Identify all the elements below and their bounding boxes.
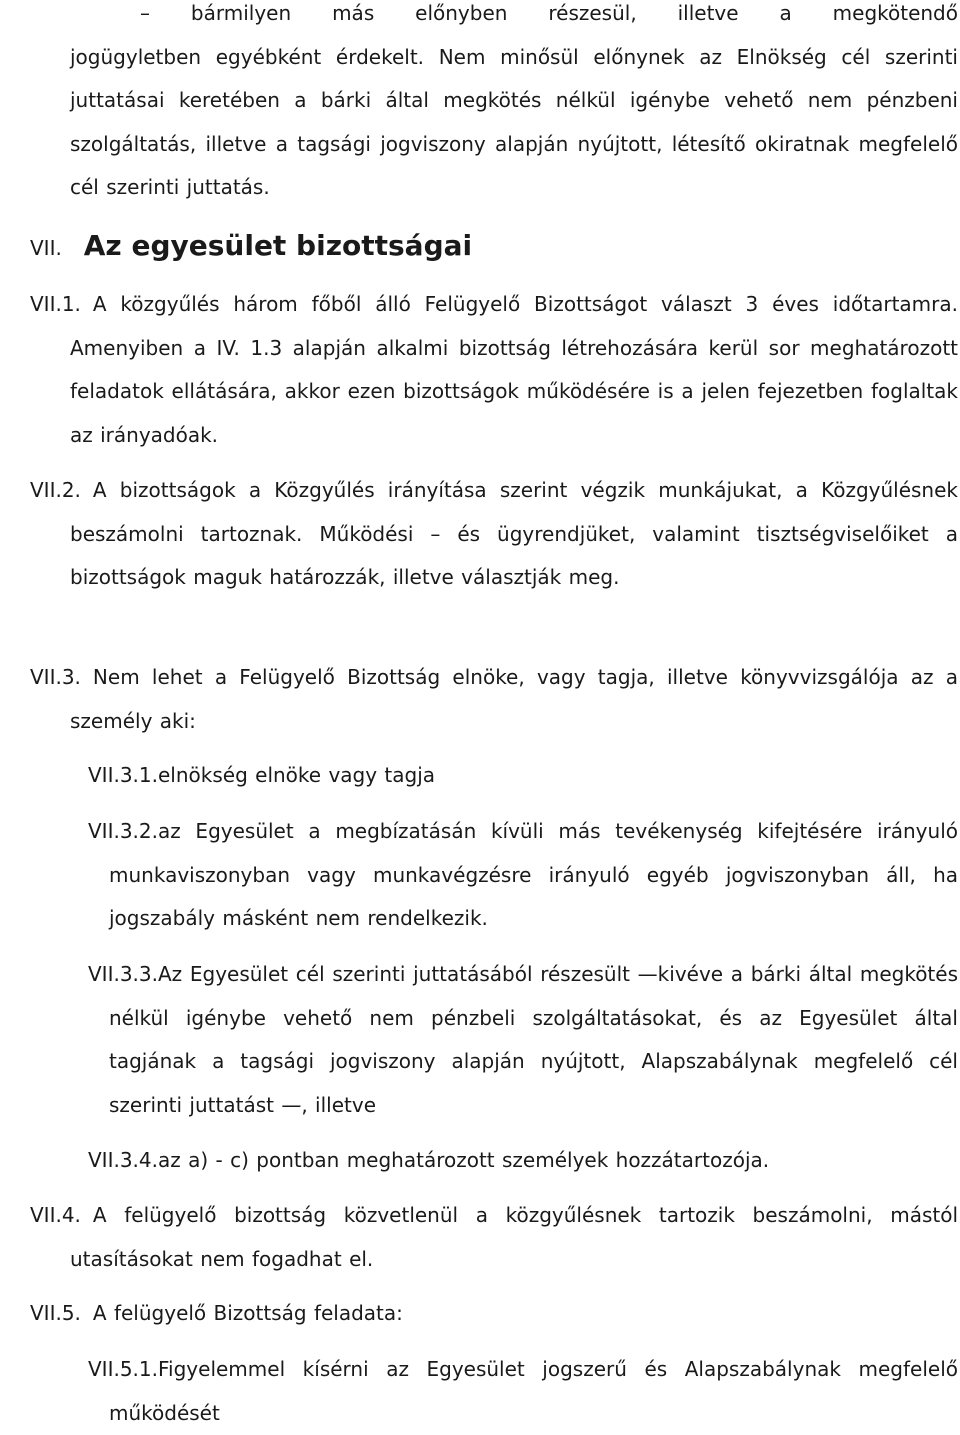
chapter-title: Az egyesület bizottságai — [83, 229, 473, 262]
section-vii-2 — [30, 469, 958, 600]
subsection-paragraph — [88, 1139, 958, 1183]
section-paragraph — [30, 469, 958, 600]
section-vii-1 — [30, 283, 958, 457]
subsection-vii-3-3 — [88, 953, 958, 1127]
section-paragraph — [30, 1194, 958, 1281]
section-text: A bizottságok a Közgyűlés irányítása szerint végzik munkájukat, a Közgyűlésnek beszámolni tartoznak. Működési – és ügyrendjüket, valamint tisztségviselőiket a bizottságok maguk határozzák, illetve választják meg. — [70, 478, 958, 589]
subsection-vii-3-1 — [88, 754, 958, 798]
section-number: VII.2. — [30, 478, 81, 502]
subsection-text: elnökség elnöke vagy tagja — [158, 763, 436, 787]
section-number: VII.3. — [30, 665, 81, 689]
subsection-paragraph — [88, 953, 958, 1127]
subsection-paragraph — [88, 810, 958, 941]
section-text: A közgyűlés három főből álló Felügyelő Bizottságot választ 3 éves időtartamra. Amenyiben a IV. 1.3 alapján alkalmi bizottság létrehozására kerül sor meghatározott feladatok ellátására, akkor ezen bizottságok működésére is a jelen fejezetben foglaltak az irányadóak. — [70, 292, 958, 447]
chapter-number: VII. — [30, 236, 62, 260]
subsection-number: VII.5.1. — [88, 1357, 158, 1381]
section-vii-4 — [30, 1194, 958, 1281]
subsection-number: VII.3.2. — [88, 819, 158, 843]
section-paragraph — [30, 656, 958, 743]
intro-rest-text: jogügyletben egyébként érdekelt. Nem minősül előnynek az Elnökség cél szerinti juttatásai keretében a bárki által megkötés nélkül igénybe vehető nem pénzbeni szolgáltatás, illetve a tagsági jogviszony alapján nyújtott, létesítő okiratnak megfelelő cél szerinti juttatás. — [70, 44, 958, 199]
subsection-number: VII.3.3. — [88, 962, 158, 986]
subsection-number: VII.3.1. — [88, 763, 158, 787]
subsection-text: Az Egyesület cél szerinti juttatásából részesült —kivéve a bárki által megkötés nélkül igénybe vehető nem pénzbeli szolgáltatásokat, és az Egyesület által tagjának a tagsági jogviszony alapján nyújtott, Alapszabálynak megfelelő cél szerinti juttatást —, illetve — [109, 962, 958, 1117]
section-text: Nem lehet a Felügyelő Bizottság elnöke, vagy tagja, illetve könyvvizsgálója az a személy aki: — [70, 665, 958, 733]
section-number: VII.4. — [30, 1203, 81, 1227]
intro-first-line — [70, 0, 958, 36]
subsection-text: az Egyesület a megbízatásán kívüli más tevékenység kifejtésére irányuló munkaviszonyban vagy munkavégzésre irányuló egyéb jogviszonyban áll, ha jogszabály másként nem rendelkezik. — [109, 819, 958, 930]
subsection-vii-3-2 — [88, 810, 958, 941]
section-vii-3 — [30, 656, 958, 743]
section-paragraph — [30, 283, 958, 457]
section-number: VII.1. — [30, 292, 81, 316]
chapter-heading — [30, 224, 472, 270]
subsection-vii-3-4 — [88, 1139, 958, 1183]
subsection-number: VII.3.4. — [88, 1148, 158, 1172]
section-paragraph — [30, 1292, 958, 1336]
subsection-vii-5-1 — [88, 1348, 958, 1435]
subsection-paragraph — [88, 1348, 958, 1435]
section-text: A felügyelő Bizottság feladata: — [92, 1301, 403, 1325]
subsection-text: Figyelemmel kísérni az Egyesület jogszerű és Alapszabálynak megfelelő működését — [109, 1357, 958, 1425]
section-text: A felügyelő bizottság közvetlenül a közgyűlésnek tartozik beszámolni, mástól utasításokat nem fogadhat el. — [70, 1203, 958, 1271]
section-number: VII.5. — [30, 1301, 81, 1325]
subsection-text: az a) - c) pontban meghatározott személyek hozzátartozója. — [158, 1148, 770, 1172]
intro-line1-text: – bármilyen más előnyben részesül, illetve a megkötendő — [140, 1, 958, 25]
intro-paragraph — [70, 0, 958, 210]
section-vii-5 — [30, 1292, 958, 1336]
subsection-paragraph — [88, 754, 958, 798]
